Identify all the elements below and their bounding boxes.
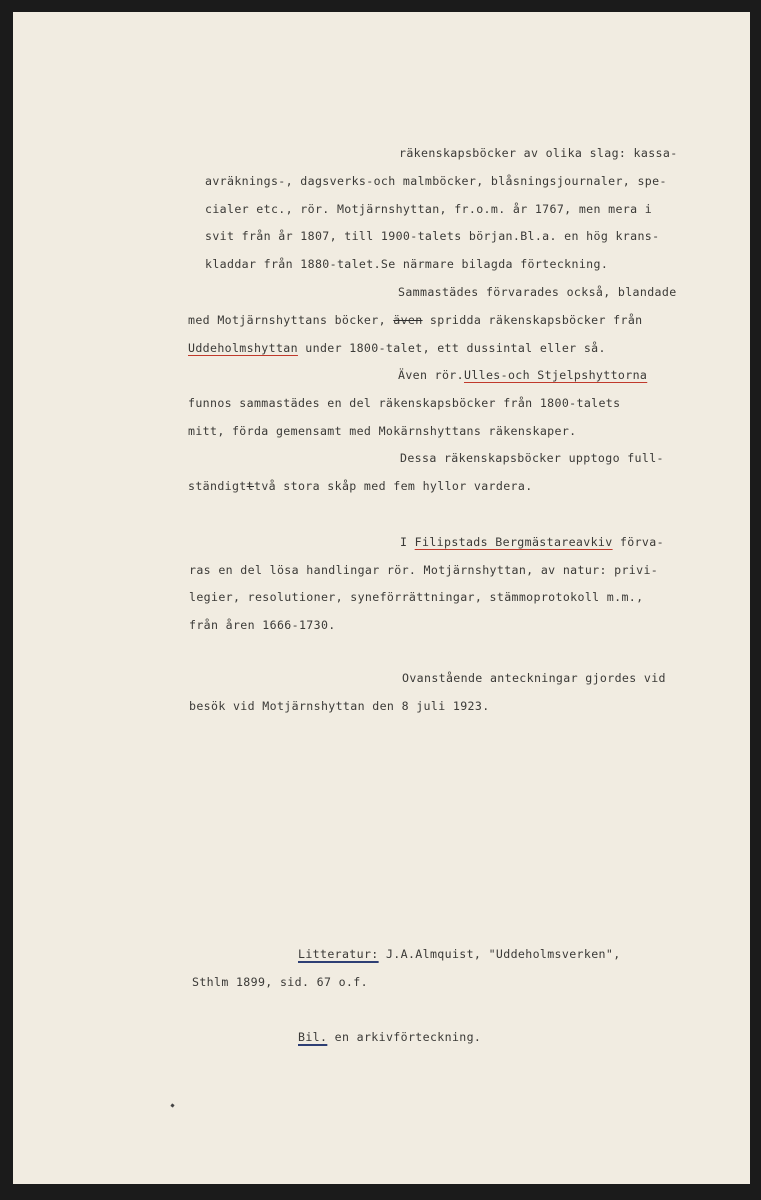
text-span: J.A.Almquist, "Uddeholmsverken", [378,947,621,961]
text-span: I [400,535,415,549]
text-line: besök vid Motjärnshyttan den 8 juli 1923. [189,699,490,713]
text-span: ständigt [188,479,247,493]
struck-word: även [393,313,423,327]
text-line [188,479,533,493]
text-line: funnos sammastädes en del räkenskapsböcker från 1800-talets [188,396,621,410]
text-span: en arkivförteckning. [327,1030,482,1044]
underlined-name: Uddeholmshyttan [188,341,298,355]
text-span: med Motjärnshyttans böcker, [188,313,394,327]
literature-line [298,947,621,961]
text-span: förva- [612,535,664,549]
text-line: Dessa räkenskapsböcker upptogo full- [400,451,664,465]
text-line: svit från år 1807, till 1900-talets början.Bl.a. en hög krans- [205,229,660,243]
text-line: mitt, förda gemensamt med Mokärnshyttans räkenskaper. [188,424,577,438]
text-line: cialer etc., rör. Motjärnshyttan, fr.o.m. år 1767, men mera i [205,202,653,216]
text-line [398,368,647,382]
text-line: Sammastädes förvarades också, blandade [398,285,677,299]
text-span: under 1800-talet, ett dussintal eller så. [297,341,606,355]
text-line: Ovanstående anteckningar gjordes vid [402,671,666,685]
text-line [188,341,606,355]
literature-label: Litteratur: [298,947,379,961]
text-line [188,313,642,327]
text-line: räkenskapsböcker av olika slag: kassa- [399,146,678,160]
text-span: två stora skåp med fem hyllor vardera. [253,479,533,493]
underlined-name: Ulles-och Stjelpshyttorna [463,368,648,382]
text-line: Sthlm 1899, sid. 67 o.f. [192,975,368,989]
text-line: ras en del lösa handlingar rör. Motjärnshyttan, av natur: privi- [189,563,659,577]
text-span: Även rör. [398,368,464,382]
struck-letter: t [246,479,254,493]
underlined-name: Filipstads Bergmästareavkiv [414,535,613,549]
text-line: kladdar från 1880-talet.Se närmare bilagda förteckning. [205,257,609,271]
text-span: spridda räkenskapsböcker från [422,313,643,327]
text-line: från åren 1666-1730. [189,618,336,632]
text-line: avräknings-, dagsverks-och malmböcker, blåsningsjournaler, spe- [205,174,667,188]
attachment-line [298,1030,481,1044]
text-line [400,535,664,549]
attachment-label: Bil. [298,1030,328,1044]
text-line: legier, resolutioner, syneförrättningar, stämmoprotokoll m.m., [189,590,644,604]
